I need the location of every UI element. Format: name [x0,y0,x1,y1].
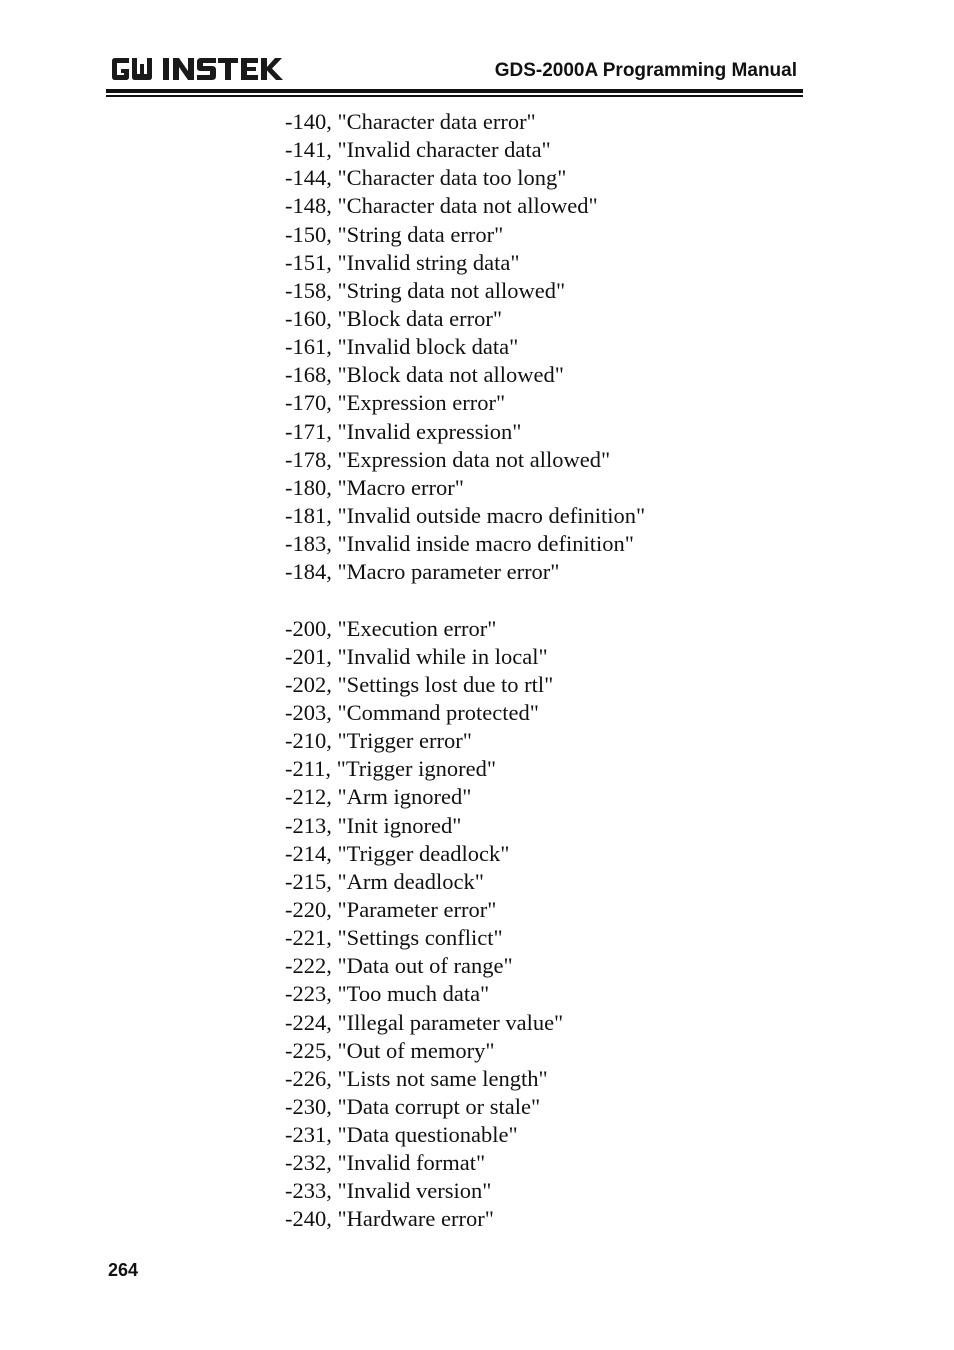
error-entry: -211, "Trigger ignored" [285,756,497,782]
error-entry: -226, "Lists not same length" [285,1065,548,1091]
error-entry: -215, "Arm deadlock" [285,868,484,894]
error-entry: -178, "Expression data not allowed" [285,446,611,472]
error-entry: -148, "Character data not allowed" [285,193,598,219]
error-entry: -160, "Block data error" [285,305,503,331]
error-entry: -171, "Invalid expression" [285,418,522,444]
error-entry: -230, "Data corrupt or stale" [285,1093,541,1119]
gw-instek-logo [110,54,286,84]
error-entry: -225, "Out of memory" [285,1037,495,1063]
error-entry: -161, "Invalid block data" [285,334,519,360]
error-entry: -180, "Macro error" [285,474,464,500]
error-entry: -201, "Invalid while in local" [285,643,548,669]
error-entry: -233, "Invalid version" [285,1178,492,1204]
error-entry: -170, "Expression error" [285,390,506,416]
error-entry: -151, "Invalid string data" [285,249,520,275]
error-entry: -168, "Block data not allowed" [285,362,564,388]
error-entry: -200, "Execution error" [285,615,497,641]
manual-title: GDS-2000A Programming Manual [494,60,797,81]
header-rule-thick [106,89,803,93]
error-entry: -224, "Illegal parameter value" [285,1009,564,1035]
error-entry: -183, "Invalid inside macro definition" [285,531,634,557]
header-rule-thin [106,95,803,97]
error-entry: -141, "Invalid character data" [285,137,551,163]
error-entry: -210, "Trigger error" [285,728,472,754]
error-entry: -140, "Character data error" [285,109,536,134]
group-spacer [285,586,645,614]
error-entry: -213, "Init ignored" [285,812,462,838]
page-header [106,50,803,100]
page-number: 264 [108,1260,139,1280]
error-entry: -181, "Invalid outside macro definition" [285,502,646,528]
error-entry: -150, "String data error" [285,221,504,247]
error-entry: -144, "Character data too long" [285,165,567,191]
error-entry: -214, "Trigger deadlock" [285,840,510,866]
error-entry: -223, "Too much data" [285,981,490,1007]
error-entry: -203, "Command protected" [285,699,539,725]
error-entry: -231, "Data questionable" [285,1122,518,1148]
error-entry: -232, "Invalid format" [285,1150,486,1176]
error-entry: -222, "Data out of range" [285,953,513,979]
error-entry: -220, "Parameter error" [285,896,497,922]
error-code-list [285,108,645,1234]
error-entry: -202, "Settings lost due to rtl" [285,671,554,697]
error-entry: -240, "Hardware error" [285,1206,494,1232]
error-entry: -221, "Settings conflict" [285,925,503,951]
error-entry: -158, "String data not allowed" [285,277,566,303]
error-entry: -184, "Macro parameter error" [285,559,560,585]
error-entry: -212, "Arm ignored" [285,784,472,810]
